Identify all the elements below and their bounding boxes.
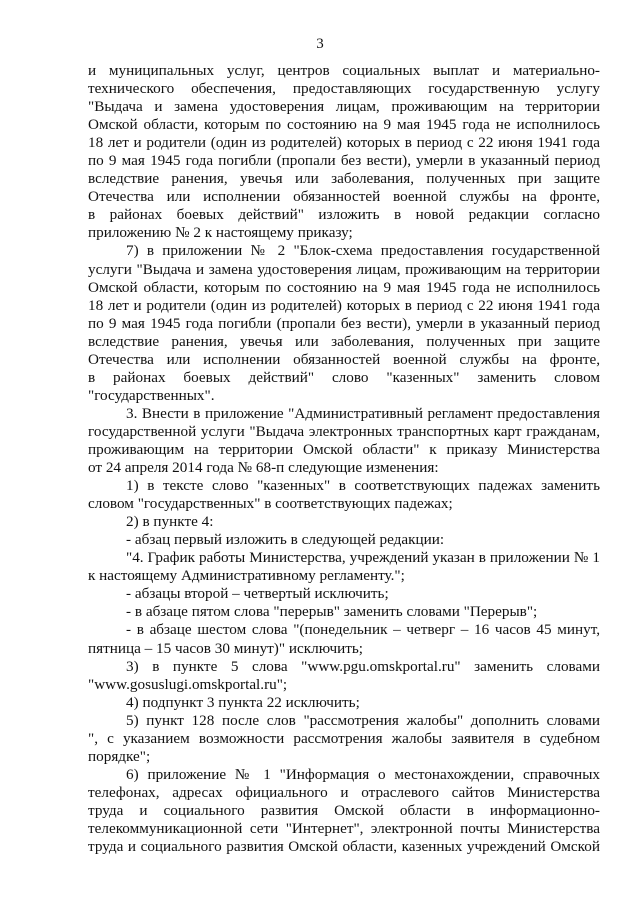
text-line: вследствие ранения, увечья или заболевания, полученных при защите [88,170,600,188]
text-line: - абзацы второй – четвертый исключить; [126,585,389,603]
text-line: от 24 апреля 2014 года № 68-п следующие изменения: [88,459,439,477]
text-line: 3) в пункте 5 слова "www.pgu.omskportal.ru" заменить словами [126,657,600,675]
text-line: 4) подпункт 3 пункта 22 исключить; [126,693,360,711]
text-line: ", с указанием возможности рассмотрения жалобы заявителя в судебном [88,729,600,747]
text-line: в районах боевых действий" слово "казенных" заменить словом [88,368,600,386]
text-line: - абзац первый изложить в следующей редакции: [126,531,445,549]
text-line: 18 лет и родители (один из родителей) которых в период с 22 июня 1941 года [88,296,600,314]
text-line: словом "государственных" в соответствующих падежах; [88,495,453,513]
text-line: вследствие ранения, увечья или заболевания, полученных при защите [88,332,600,350]
document-body [88,62,600,856]
text-line: 18 лет и родители (один из родителей) которых в период с 22 июня 1941 года [88,134,600,152]
text-line: 2) в пункте 4: [126,513,214,531]
text-line: 3. Внести в приложение "Административный регламент предоставления [126,404,600,422]
text-line: по 9 мая 1945 года погибли (пропали без вести), умерли в указанный период [88,152,600,170]
text-line: телекоммуникационной сети "Интернет", электронной почты Министерства [88,819,600,837]
text-line: 1) в тексте слово "казенных" в соответствующих падежах заменить [126,477,600,495]
text-line: по 9 мая 1945 года погибли (пропали без вести), умерли в указанный период [88,314,600,332]
text-line: "4. График работы Министерства, учреждений указан в приложении № 1 [126,549,600,567]
text-line: труда и социального развития Омской области, казенных учреждений Омской [88,838,600,856]
text-line: услуги "Выдача и замена удостоверения лицам, проживающим на территории [88,260,600,278]
text-line: "Выдача и замена удостоверения лицам, проживающим на территории [88,98,600,116]
text-line: - в абзаце пятом слова "перерыв" заменить словами "Перерыв"; [126,603,538,621]
text-line: телефонах, адресах официального и отраслевого сайтов Министерства [88,783,600,801]
text-line: Омской области, которым по состоянию на 9 мая 1945 года не исполнилось [88,278,600,296]
text-line: - в абзаце шестом слова "(понедельник – четверг – 16 часов 45 минут, [126,621,600,639]
text-line: пятница – 15 часов 30 минут)" исключить; [88,639,364,657]
text-line: технического обеспечения, предоставляющих государственную услугу [88,80,600,98]
page-number: 3 [316,36,324,52]
text-line: и муниципальных услуг, центров социальных выплат и материально- [88,62,600,79]
text-line: 5) пункт 128 после слов "рассмотрения жалобы" дополнить словами [126,711,600,729]
text-line: Омской области, которым по состоянию на 9 мая 1945 года не исполнилось [88,116,600,134]
text-line: "государственных". [88,386,215,404]
text-line: государственной услуги "Выдача электронных транспортных карт гражданам, [88,422,600,440]
text-line: Отечества или исполнении обязанностей военной службы на фронте, [88,350,600,368]
text-line: 7) в приложении № 2 "Блок-схема предоставления государственной [126,242,600,260]
text-line: труда и социального развития Омской области в информационно- [88,801,600,819]
text-line: порядке"; [88,747,151,765]
text-line: Отечества или исполнении обязанностей военной службы на фронте, [88,188,600,206]
text-line: приложению № 2 к настоящему приказу; [88,224,353,242]
text-line: в районах боевых действий" изложить в новой редакции согласно [88,206,600,224]
text-line: проживающим на территории Омской области" к приказу Министерства [88,440,600,458]
text-line: "www.gosuslugi.omskportal.ru"; [88,675,288,693]
text-line: к настоящему Административному регламенту."; [88,567,405,585]
text-line: 6) приложение № 1 "Информация о местонахождении, справочных [126,765,600,783]
